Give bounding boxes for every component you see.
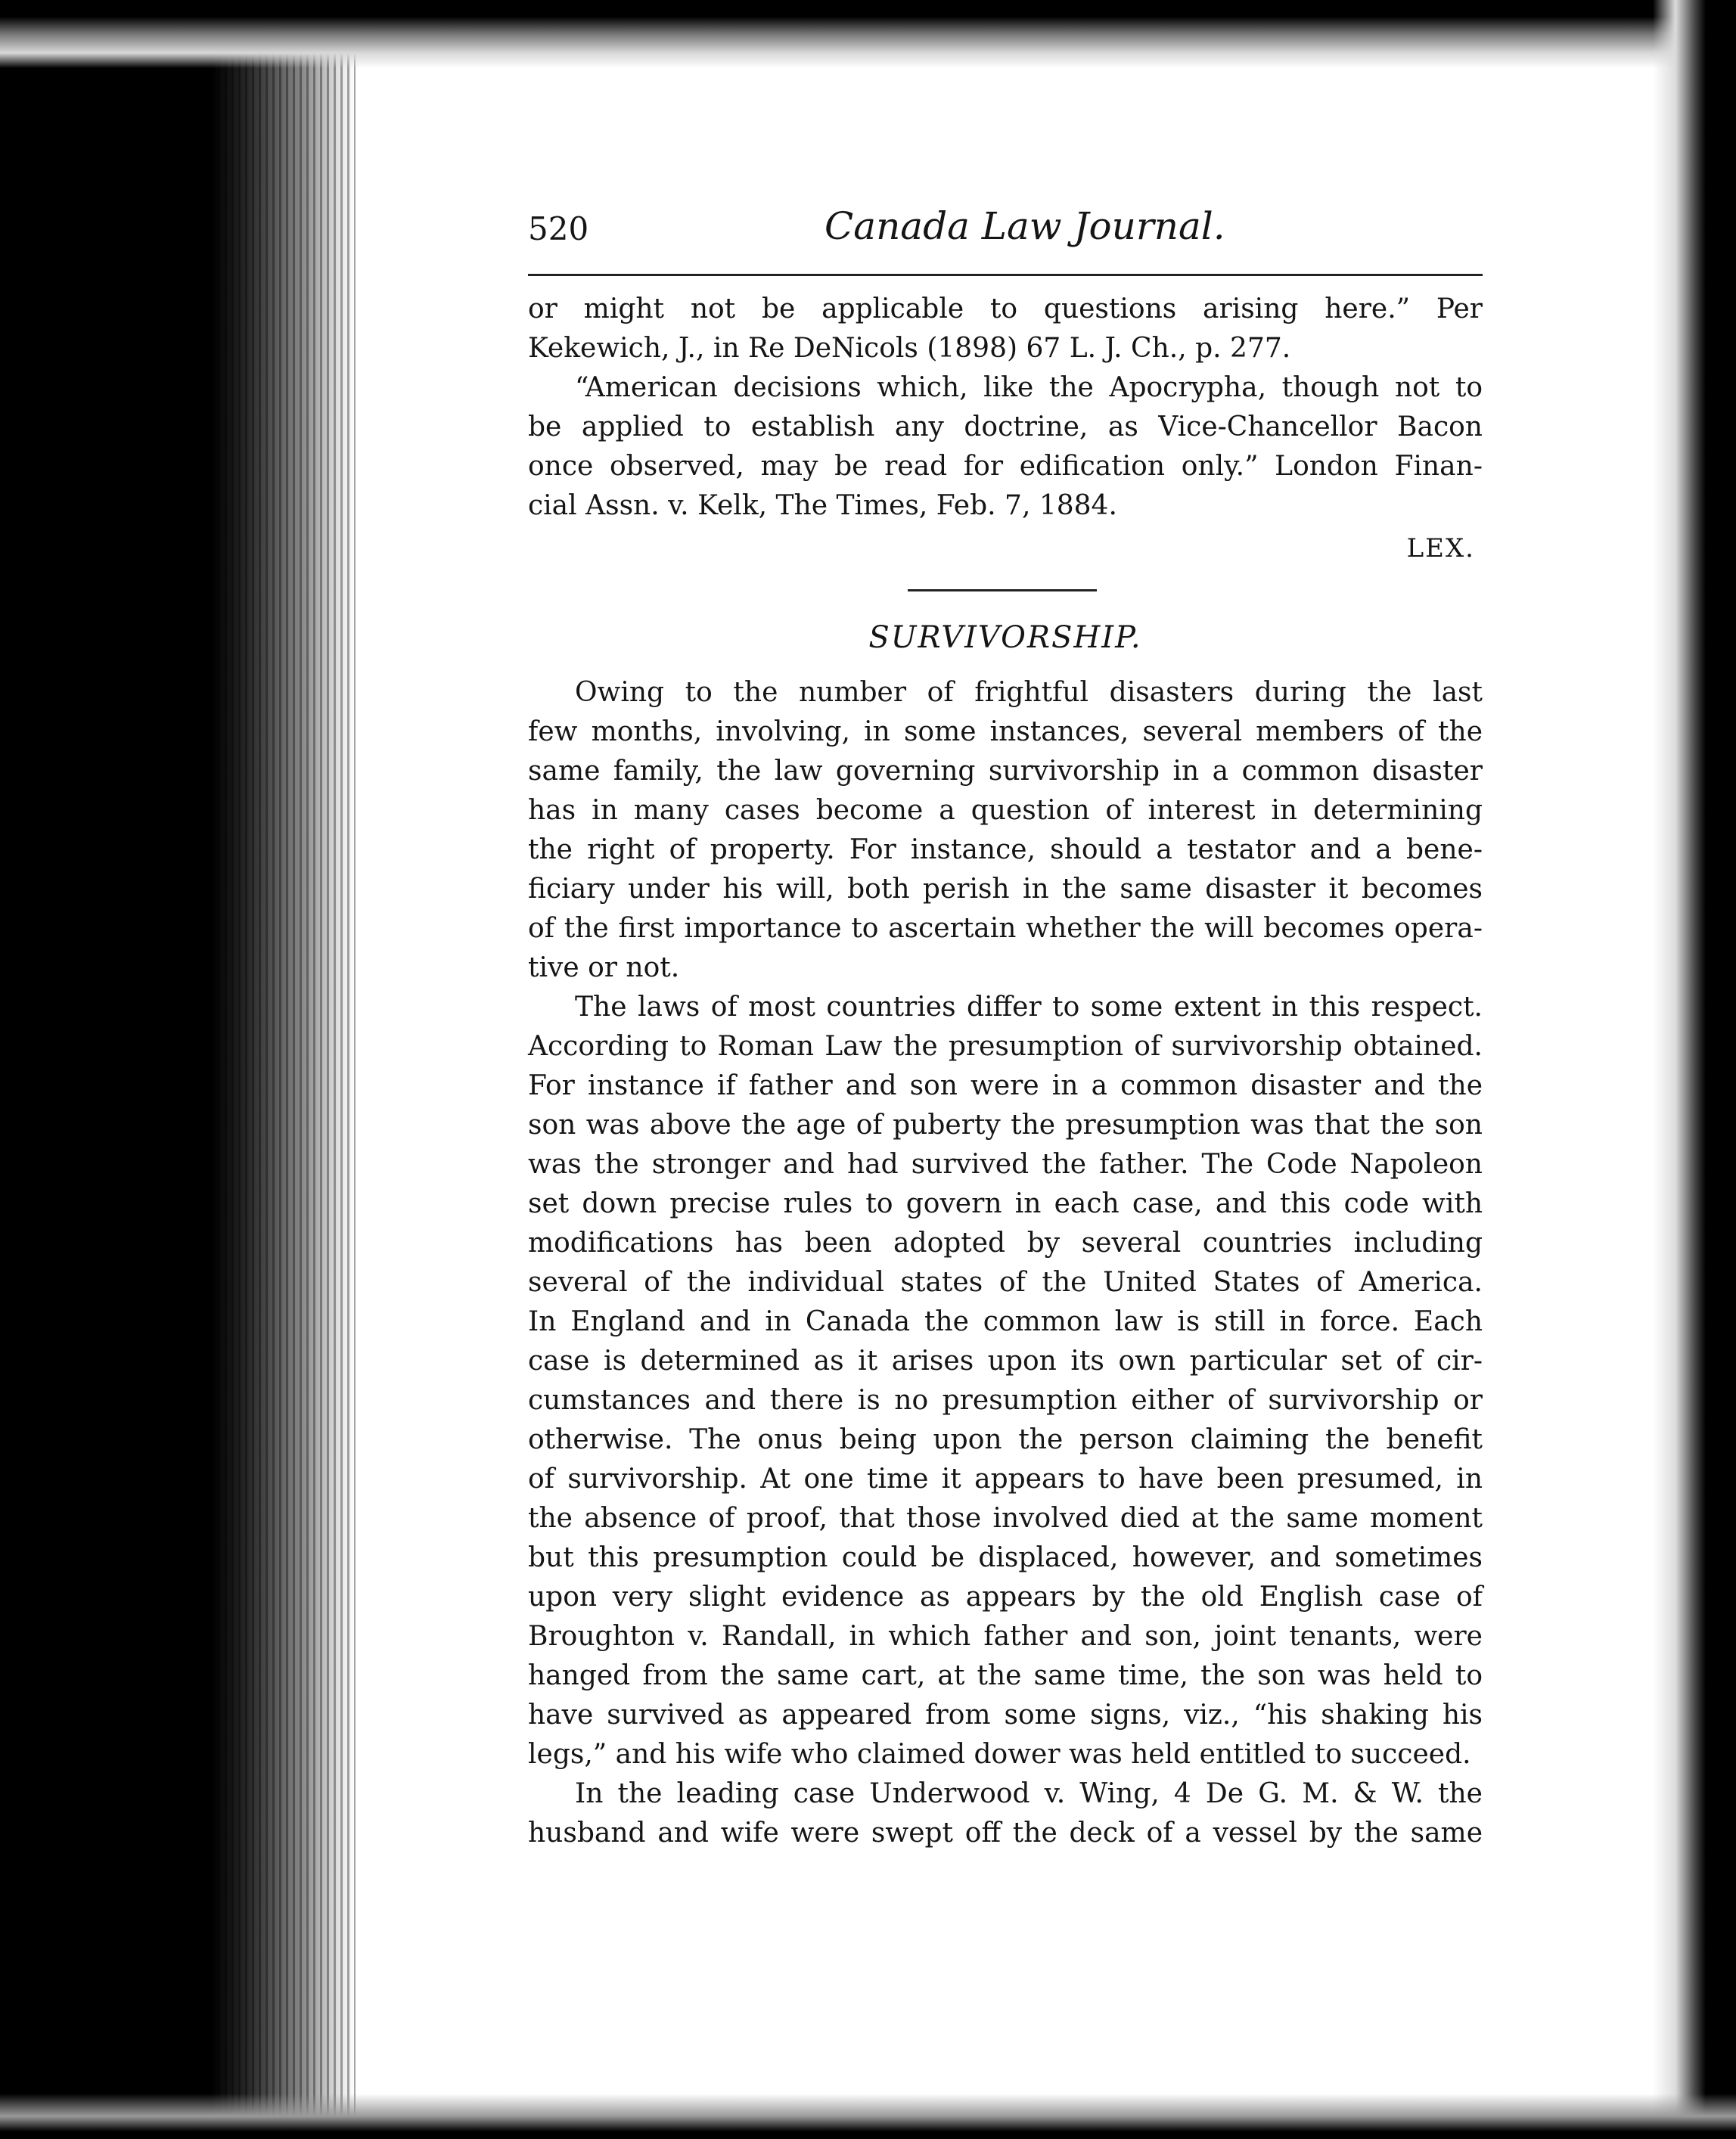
text-line: the right of property. For instance, should a testator and a bene- <box>528 834 1483 865</box>
text-line: Broughton v. Randall, in which father and son, joint tenants, were <box>528 1621 1483 1652</box>
paragraph-2 <box>528 988 1483 1774</box>
scan-shadow-top <box>0 0 1736 68</box>
text-line: the absence of proof, that those involved died at the same moment <box>528 1503 1483 1534</box>
quote-line: “American decisions which, like the Apocrypha, though not to <box>575 372 1483 403</box>
section-title: SURVIVORSHIP. <box>868 620 1142 655</box>
header-rule <box>528 274 1483 276</box>
text-line: In the leading case Underwood v. Wing, 4 De G. M. & W. the <box>575 1778 1483 1809</box>
section-divider <box>908 589 1097 591</box>
text-line: or might not be applicable to questions arising here.” Per <box>528 293 1483 324</box>
text-line: hanged from the same cart, at the same time, the son was held to <box>528 1660 1483 1691</box>
quote-line: once observed, may be read for edification only.” London Finan- <box>528 451 1483 482</box>
text-line: husband and wife were swept off the deck of a vessel by the same <box>528 1818 1483 1849</box>
quote-line: be applied to establish any doctrine, as Vice-Chancellor Bacon <box>528 411 1483 442</box>
text-line: case is determined as it arises upon its own particular set of cir- <box>528 1346 1483 1377</box>
text-line: have survived as appeared from some signs, viz., “his shaking his <box>528 1700 1483 1731</box>
signature: LEX. <box>1406 533 1475 563</box>
scan-shadow-left <box>0 0 356 2139</box>
text-line: cumstances and there is no presumption either of survivorship or <box>528 1385 1483 1416</box>
text-line: According to Roman Law the presumption of survivorship obtained. <box>528 1031 1483 1062</box>
text-line: modifications has been adopted by several countries including <box>528 1228 1483 1259</box>
page-header <box>528 204 1483 265</box>
text-line: has in many cases become a question of interest in determining <box>528 795 1483 826</box>
text-line: Kekewich, J., in Re DeNicols (1898) 67 L. J. Ch., p. 277. <box>528 333 1291 364</box>
intro-block <box>528 290 1483 568</box>
text-line: of survivorship. At one time it appears to have been presumed, in <box>528 1464 1483 1495</box>
text-line: was the stronger and had survived the father. The Code Napoleon <box>528 1149 1483 1180</box>
text-line: same family, the law governing survivorship in a common disaster <box>528 756 1483 787</box>
text-line: several of the individual states of the United States of America. <box>528 1267 1483 1298</box>
paragraph-3 <box>528 1774 1483 1853</box>
paragraph-1 <box>528 673 1483 988</box>
text-line: For instance if father and son were in a common disaster and the <box>528 1070 1483 1101</box>
text-line: legs,” and his wife who claimed dower was held entitled to succeed. <box>528 1739 1471 1770</box>
scan-shadow-bottom <box>0 2094 1736 2139</box>
text-line: tive or not. <box>528 952 680 983</box>
text-line: but this presumption could be displaced, however, and sometimes <box>528 1542 1483 1573</box>
text-line: few months, involving, in some instances, several members of the <box>528 716 1483 747</box>
text-line: The laws of most countries differ to some extent in this respect. <box>575 992 1483 1023</box>
quote-line: cial Assn. v. Kelk, The Times, Feb. 7, 1884. <box>528 490 1117 521</box>
text-line: In England and in Canada the common law is still in force. Each <box>528 1306 1483 1337</box>
text-line: otherwise. The onus being upon the person claiming the benefit <box>528 1424 1483 1455</box>
text-line: son was above the age of puberty the presumption was that the son <box>528 1110 1483 1141</box>
text-line: upon very slight evidence as appears by the old English case of <box>528 1582 1483 1613</box>
text-line: Owing to the number of frightful disasters during the last <box>575 677 1483 708</box>
page-number: 520 <box>528 210 589 247</box>
journal-page <box>528 204 1483 1853</box>
text-line: of the first importance to ascertain whether the will becomes opera- <box>528 913 1483 944</box>
text-line: set down precise rules to govern in each case, and this code with <box>528 1188 1483 1219</box>
journal-title: Canada Law Journal. <box>825 204 1225 248</box>
scan-shadow-right <box>1653 0 1736 2139</box>
text-line: ficiary under his will, both perish in the same disaster it becomes <box>528 874 1483 905</box>
